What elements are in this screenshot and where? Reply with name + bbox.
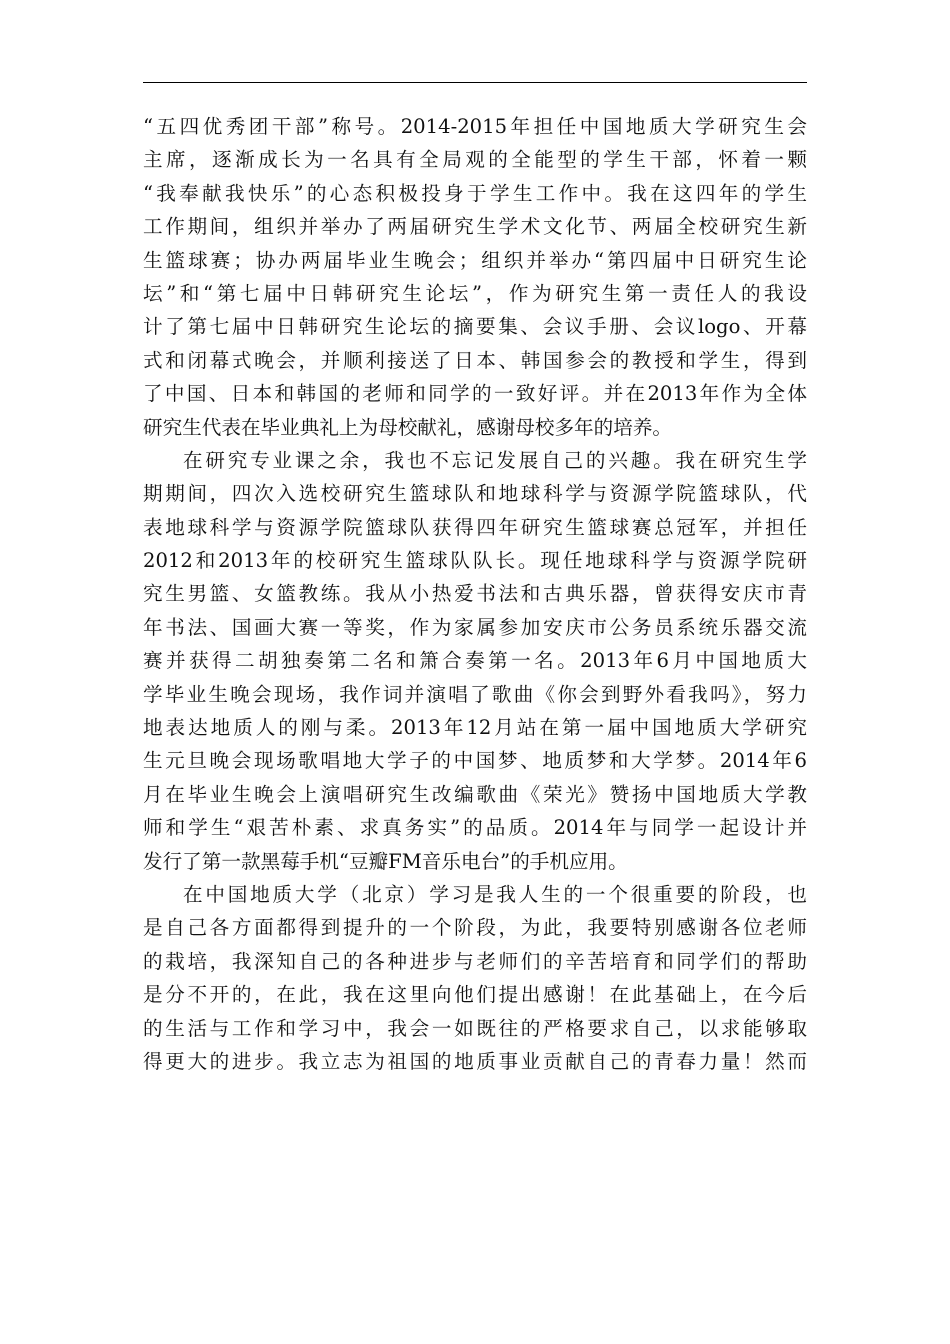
text-line: “五四优秀团干部”称号。2014-2015年担任中国地质大学研究生会 [143,115,807,138]
text-line: 坛”和“第七届中日韩研究生论坛”，作为研究生第一责任人的我设 [143,281,807,305]
text-line: 地表达地质人的刚与柔。2013年12月站在第一届中国地质大学研究 [143,716,807,740]
text-line: 发行了第一款黑莓手机“豆瓣FM音乐电台”的手机应用。 [143,849,628,873]
text-line: 赛并获得二胡独奏第二名和箫合奏第一名。2013年6月中国地质大 [143,649,807,673]
paragraph-1 [143,110,807,444]
text-line: 月在毕业生晚会上演唱研究生改编歌曲《荣光》赞扬中国地质大学教 [143,782,807,806]
paragraph-3 [143,878,807,1078]
text-line: 师和学生“艰苦朴素、求真务实”的品质。2014年与同学一起设计并 [143,816,807,840]
text-line: 2012和2013年的校研究生篮球队队长。现任地球科学与资源学院研 [143,549,807,573]
text-line: 得更大的进步。我立志为祖国的地质事业贡献自己的青春力量！然而 [143,1049,807,1073]
text-line: 表地球科学与资源学院篮球队获得四年研究生篮球赛总冠军，并担任 [143,515,807,539]
text-line: 主席，逐渐成长为一名具有全局观的全能型的学生干部，怀着一颗 [143,148,807,172]
text-line: 生元旦晚会现场歌唱地大学子的中国梦、地质梦和大学梦。2014年6 [143,749,807,773]
text-line: 是自己各方面都得到提升的一个阶段，为此，我要特别感谢各位老师 [143,916,807,940]
text-line: 研究生代表在毕业典礼上为母校献礼，感谢母校多年的培养。 [143,415,673,439]
text-line: 的生活与工作和学习中，我会一如既往的严格要求自己，以求能够取 [143,1016,807,1040]
text-line: “我奉献我快乐”的心态积极投身于学生工作中。我在这四年的学生 [143,181,807,205]
text-line: 在研究专业课之余，我也不忘记发展自己的兴趣。我在研究生学 [183,448,807,472]
text-line: 是分不开的，在此，我在这里向他们提出感谢！在此基础上，在今后 [143,983,807,1007]
text-line: 年书法、国画大赛一等奖，作为家属参加安庆市公务员系统乐器交流 [143,615,807,639]
text-line: 计了第七届中日韩研究生论坛的摘要集、会议手册、会议logo、开幕 [143,315,807,339]
text-line: 在中国地质大学（北京）学习是我人生的一个很重要的阶段，也 [183,882,807,906]
text-line: 工作期间，组织并举办了两届研究生学术文化节、两届全校研究生新 [143,215,807,239]
header-rule [143,82,807,83]
text-line: 期期间，四次入选校研究生篮球队和地球科学与资源学院篮球队，代 [143,482,807,506]
text-line: 的栽培，我深知自己的各种进步与老师们的辛苦培育和同学们的帮助 [143,949,807,973]
text-line: 生篮球赛；协办两届毕业生晚会；组织并举办“第四届中日研究生论 [143,248,807,272]
text-line: 式和闭幕式晚会，并顺利接送了日本、韩国参会的教授和学生，得到 [143,348,807,372]
text-line: 学毕业生晚会现场，我作词并演唱了歌曲《你会到野外看我吗》，努力 [143,682,807,706]
paragraph-2 [143,444,807,878]
body-text [143,110,807,1078]
text-line: 究生男篮、女篮教练。我从小热爱书法和古典乐器，曾获得安庆市青 [143,582,807,606]
text-line: 了中国、日本和韩国的老师和同学的一致好评。并在2013年作为全体 [143,382,807,406]
